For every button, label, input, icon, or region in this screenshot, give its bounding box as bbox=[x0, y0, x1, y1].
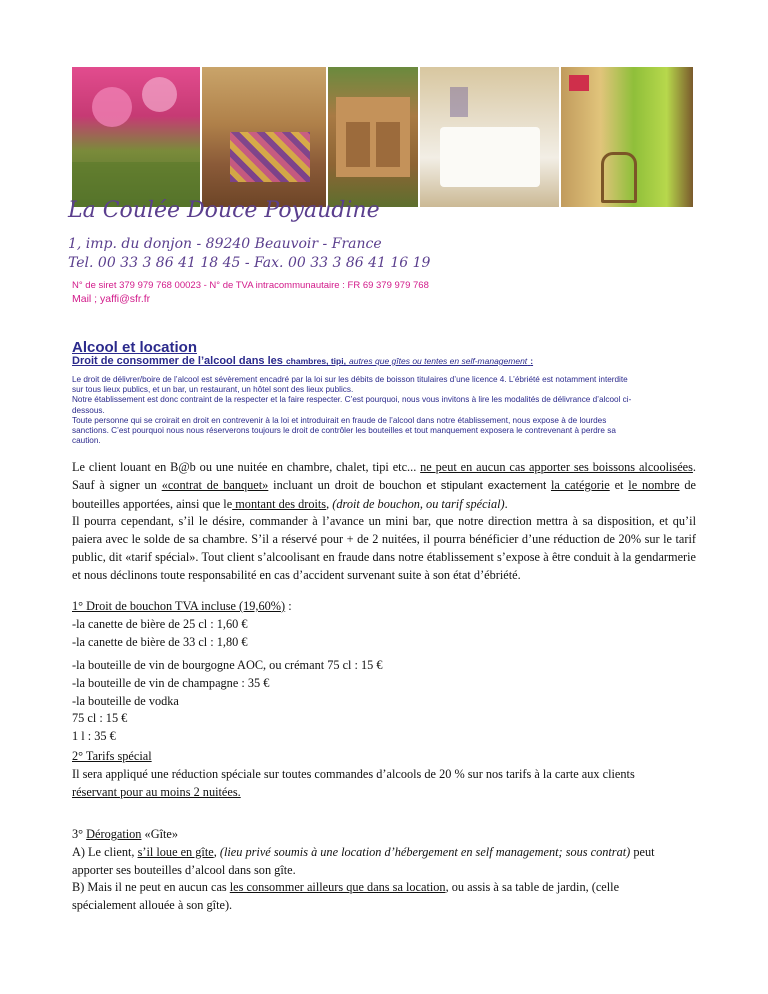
intro-line: sanctions. C’est pourquoi nous nous réserverons toujours le droit de contrôler les bouteilles et tout manquement exposera le contrevenant à perdre sa bbox=[72, 426, 616, 436]
para-emphasis: ne peut en aucun cas apporter ses boissons alcoolisées bbox=[420, 460, 693, 474]
photo-wooden-chalet bbox=[328, 67, 418, 207]
derogation-a: peut bbox=[630, 844, 655, 859]
client-rules-paragraph bbox=[72, 459, 696, 585]
derogation-title: Dérogation bbox=[86, 827, 142, 841]
business-phone-fax: Tel. 00 33 3 86 41 18 45 - Fax. 00 33 3 86 41 16 19 bbox=[68, 255, 431, 271]
intro-line: dessous. bbox=[72, 405, 105, 415]
mail-line bbox=[72, 293, 150, 305]
business-address: 1, imp. du donjon - 89240 Beauvoir - France bbox=[68, 236, 382, 252]
para-emphasis: «contrat de banquet» bbox=[161, 477, 269, 492]
bouchon-section bbox=[72, 598, 292, 651]
derogation-a-emphasis: s’il loue en gîte bbox=[137, 844, 214, 859]
para-text: et stipulant exactement bbox=[426, 479, 547, 492]
legal-intro bbox=[72, 375, 692, 446]
section-title: Alcool et location bbox=[72, 339, 198, 356]
derogation-a: , bbox=[213, 844, 220, 859]
para-text: Le client louant en B@b ou une nuitée en chambre, chalet, tipi etc... bbox=[72, 460, 421, 474]
subtitle-end: : bbox=[530, 356, 534, 366]
para-text: de bouteilles apportées, ainsi que le bbox=[72, 477, 697, 511]
tarifs-title: 2° Tarifs spécial bbox=[72, 749, 152, 763]
bouchon-line: -la bouteille de vin de bourgogne AOC, ou crémant 75 cl : 15 € bbox=[72, 658, 383, 672]
mail-address: yaffi@sfr.fr bbox=[100, 293, 151, 305]
intro-line: Notre établissement est donc contraint de la respecter et la faire respecter. C’est pourquoi, nous vous invitons à lire les modalités de délivrance d’alcool ci- bbox=[72, 395, 632, 405]
tarifs-line: réservant pour au moins 2 nuitées. bbox=[72, 784, 241, 799]
derogation-a-line2: apporter ses bouteilles d’alcool dans son gîte. bbox=[72, 862, 296, 877]
photo-bedroom-quilt bbox=[202, 67, 327, 207]
photo-white-bed bbox=[420, 67, 560, 207]
para-text: . Sauf à signer un bbox=[72, 460, 696, 492]
bouchon-title: 1° Droit de bouchon TVA incluse (19,60%) bbox=[72, 599, 286, 613]
bouchon-line: -la bouteille de vin de champagne : 35 € bbox=[72, 675, 270, 690]
derogation-section bbox=[72, 826, 655, 915]
mail-label: Mail ; bbox=[72, 293, 98, 305]
para-emphasis: montant des droits bbox=[232, 496, 327, 511]
photo-green-room bbox=[561, 67, 693, 207]
intro-line: Le droit de délivrer/boire de l’alcool est sévèrement encadré par la loi sur les débits de boisson titulaires d’une licence 4. L’ébriété est notamment interdite bbox=[72, 375, 628, 384]
section-subtitle bbox=[72, 355, 533, 367]
derogation-a: A) Le client, bbox=[72, 844, 138, 859]
para-italic: (droit de bouchon, ou tarif spécial) bbox=[332, 496, 505, 511]
siret-line: N° de siret 379 979 768 00023 - N° de TVA intracommunautaire : FR 69 379 979 768 bbox=[72, 280, 429, 291]
para-emphasis: la catégorie bbox=[550, 477, 610, 492]
derogation-prefix: 3° bbox=[72, 827, 87, 841]
photo-flowers-bedroom bbox=[72, 67, 200, 207]
bouchon-section-2 bbox=[72, 657, 383, 746]
intro-line: Toute personne qui se croirait en droit en contrevenir à la loi et introduirait en fraude de l’alcool dans notre établissement, nous expose à de lourdes bbox=[72, 415, 607, 425]
derogation-b-line2: spécialement allouée à son gîte). bbox=[72, 898, 233, 913]
derogation-b-emphasis: les consommer ailleurs que dans sa location bbox=[229, 880, 446, 895]
bouchon-line: -la bouteille de vodka bbox=[72, 693, 179, 708]
subtitle-main: Droit de consommer de l’alcool dans les bbox=[72, 355, 283, 367]
business-name: La Coulée Douce Poyaudine bbox=[68, 198, 380, 223]
subtitle-small: chambres, tipi, bbox=[285, 356, 346, 366]
bouchon-title-end: : bbox=[285, 599, 292, 613]
derogation-a-italic: (lieu privé soumis à une location d’hébergement en self management; sous contrat) bbox=[219, 844, 631, 859]
derogation-b: B) Mais il ne peut en aucun cas bbox=[72, 880, 230, 895]
para-text: et bbox=[609, 477, 629, 492]
tarifs-section bbox=[72, 748, 635, 801]
photo-banner bbox=[72, 67, 693, 207]
bouchon-line: 1 l : 35 € bbox=[72, 729, 116, 744]
para-text: incluant un droit de bouchon bbox=[268, 477, 427, 492]
derogation-title-end: «Gîte» bbox=[141, 827, 179, 841]
bouchon-line: -la canette de bière de 33 cl : 1,80 € bbox=[72, 634, 248, 649]
intro-line: sur tous lieux publics, et un bar, un restaurant, un hôtel sont des lieux publics. bbox=[72, 385, 354, 395]
subtitle-italic: autres que gîtes ou tentes en self-management bbox=[349, 356, 528, 366]
para-text: , bbox=[326, 496, 333, 511]
bouchon-line: 75 cl : 15 € bbox=[72, 711, 128, 726]
derogation-b: , ou assis à sa table de jardin, (celle bbox=[445, 880, 620, 895]
para-text: Il pourra cependant, s’il le désire, commander à l’avance un mini bar, que notre direction mettra à sa disposition, et qu’il paiera avec le solde de sa chambre. S’il a réservé pour + de 2 nuitées, il pourra bénéficier d’une réduction de 20% sur le tarif public, dit «tarif spécial». Tout client s’alcoolisant en fraude dans notre établissement s’expose à être conduit à la gendarmerie et nous déclinons toute responsabilité en cas d’accident survenant suite à son état d’ébriété. bbox=[72, 514, 696, 582]
intro-line: caution. bbox=[72, 436, 101, 446]
bouchon-line: -la canette de bière de 25 cl : 1,60 € bbox=[72, 616, 248, 631]
tarifs-line: Il sera appliqué une réduction spéciale sur toutes commandes d’alcools de 20 % sur nos tarifs à la carte aux clients bbox=[72, 766, 635, 781]
para-text: . bbox=[504, 496, 508, 511]
para-emphasis: le nombre bbox=[628, 477, 680, 492]
